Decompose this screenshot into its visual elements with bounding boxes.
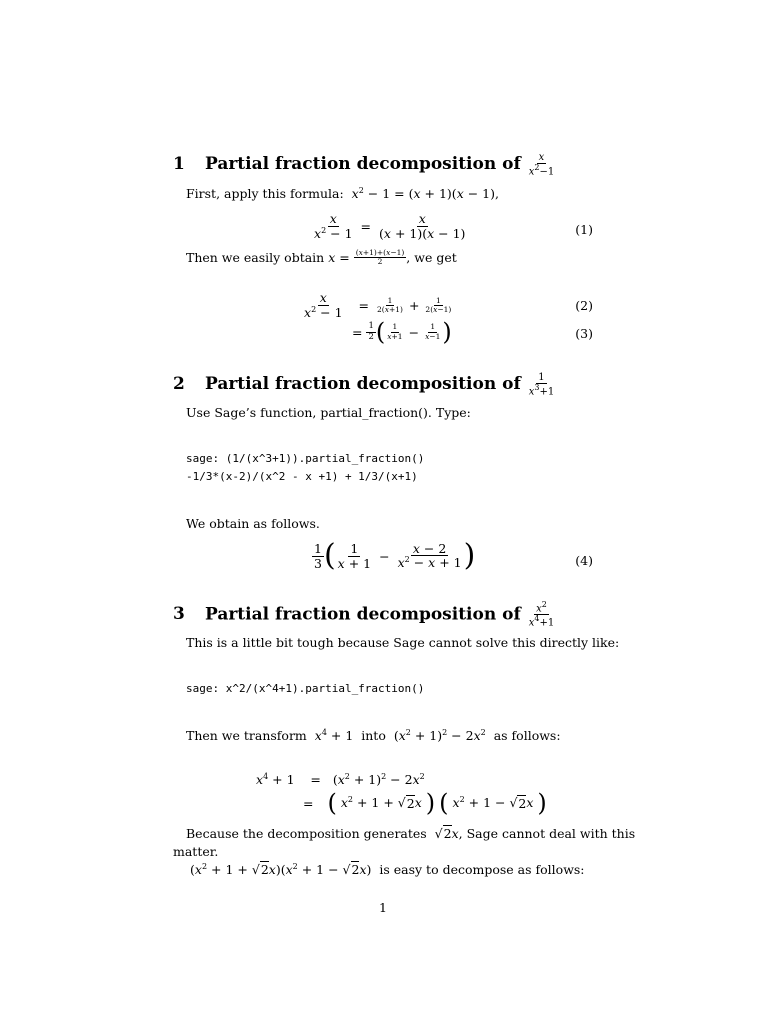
equation-2: $\frac{x}{x^2 - 1}$ = $\frac{1}{2(x+1)}$ + $\frac{1}{2(x-1)}$ <box>304 290 452 320</box>
section-1-heading <box>173 152 556 177</box>
s3-easy-line: $(x^2 + 1 + √2x)(x^2 + 1 - √2x)$ is easy to decompose as follows: <box>190 862 585 878</box>
code-line-1: sage: (1/(x^3+1)).partial_fraction() <box>186 452 425 465</box>
equation-array-row-1: $x^4 + 1$ = $(x^2 + 1)^2 - 2x^2$ <box>256 772 425 788</box>
s3-because-text-a: Because the decomposition generates <box>186 826 427 841</box>
s1-intro-line <box>186 186 499 201</box>
equation-1: $\frac{x}{x^2 - 1}$ = $\frac{x}{(x + 1)(x - 1)}$ <box>314 211 466 241</box>
s2-intro-text: Use Sage’s function, partial_fraction(). Type: <box>186 405 471 420</box>
section-1-fraction: $\frac{x}{x^2-1}$ <box>528 152 555 178</box>
s3-intro-text: This is a little bit tough because Sage cannot solve this directly like: <box>186 635 620 650</box>
section-title: Partial fraction decomposition of <box>205 154 521 175</box>
code-line-2: -1/3*(x-2)/(x^2 - x +1) + 1/3/(x+1) <box>186 470 418 483</box>
code-line-3: sage: x^2/(x^4+1).partial_fraction() <box>186 682 425 695</box>
section-title: Partial fraction decomposition of <box>205 604 521 625</box>
section-number: 2 <box>173 374 185 395</box>
s3-easy-text: is easy to decompose as follows: <box>379 862 585 878</box>
equation-3: = $\frac{1}{2}$ ( $\frac{1}{x+1}$ − $\frac{1}{x-1}$ ) <box>352 318 452 346</box>
s3-matter-text: matter. <box>173 844 219 859</box>
section-number: 3 <box>173 604 185 625</box>
equation-label-3: (3) <box>575 326 593 341</box>
equation-array-row-2: = ( $x^2 + 1 + √2x$ ) ( $x^2 + 1 - √2x$ ) <box>303 789 547 817</box>
section-2-heading <box>173 372 556 397</box>
s1-weget-text: , we get <box>406 250 457 266</box>
s3-transform-text-b: into <box>361 728 386 744</box>
equation-label-2: (2) <box>575 298 593 313</box>
s3-transform-text-c: as follows: <box>493 728 561 744</box>
section-number: 1 <box>173 154 185 175</box>
s1-then-line: Then we easily obtain x = $\frac{(x+1)+(x-1)}{2}$ , we get <box>186 248 457 267</box>
equation-label-4: (4) <box>575 553 593 568</box>
s3-because-text-b: , Sage cannot deal with this <box>458 826 636 841</box>
page-number: 1 <box>379 900 387 915</box>
equation-label-1: (1) <box>575 222 593 237</box>
section-2-fraction: $\frac{1}{x^3+1}$ <box>528 372 555 398</box>
s1-intro-text: First, apply this formula: <box>186 186 344 202</box>
section-3-heading <box>173 601 556 629</box>
s3-transform-text-a: Then we transform <box>186 728 307 744</box>
s1-then-text: Then we easily obtain <box>186 250 325 266</box>
s3-because-line: Because the decomposition generates √2x, Sage cannot deal with this <box>186 826 636 841</box>
formula-inline: $x^2 - 1 = (x + 1)(x - 1)$, <box>351 186 499 202</box>
section-3-fraction: $\frac{x^2}{x^4+1}$ <box>528 600 555 629</box>
s2-obtain-text: We obtain as follows. <box>186 516 320 531</box>
section-title: Partial fraction decomposition of <box>205 374 521 395</box>
s3-transform-line: Then we transform $x^4 + 1$ into $(x^2 + 1)^2 - 2x^2$ as follows: <box>186 728 561 744</box>
equation-4: $\frac{1}{3}$ ( $\frac{1}{x + 1}$ − $\frac{x - 2}{x^2 - x + 1}$ ) <box>314 538 476 573</box>
